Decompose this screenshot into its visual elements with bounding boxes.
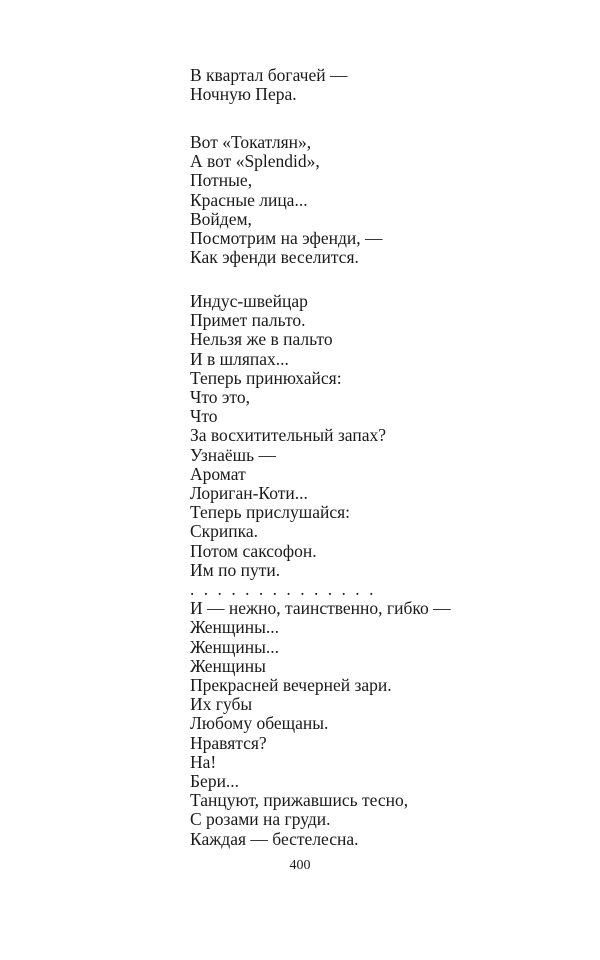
poem-line: Женщины bbox=[190, 655, 266, 676]
poem-line: Примет пальто. bbox=[190, 310, 306, 331]
poem-line: Каждая — бестелесна. bbox=[190, 828, 359, 849]
poem-line: На! bbox=[190, 751, 217, 772]
poem-line: Прекрасней вечерней зари. bbox=[190, 675, 392, 696]
poem-line: Танцуют, прижавшись тесно, bbox=[190, 790, 409, 811]
ellipsis-divider: .............. bbox=[190, 579, 383, 600]
poem-line: За восхитительный запах? bbox=[190, 425, 386, 446]
poem-line: Войдем, bbox=[190, 208, 252, 229]
stanza-3 bbox=[190, 292, 451, 849]
page-number: 400 bbox=[289, 858, 311, 873]
poem-line: Как эфенди веселится. bbox=[190, 247, 359, 268]
poem-line: Ночную Пера. bbox=[190, 84, 297, 105]
poem-line: Узнаёшь — bbox=[190, 444, 276, 465]
poem-line: Что bbox=[190, 406, 218, 427]
stanza-2 bbox=[190, 133, 383, 267]
poem-line: Нельзя же в пальто bbox=[190, 329, 333, 350]
poem-line: Что это, bbox=[190, 387, 250, 408]
poem-line: А вот «Splendid», bbox=[190, 151, 320, 172]
poem-line: Теперь прислушайся: bbox=[190, 502, 351, 523]
poem-line: В квартал богачей — bbox=[190, 65, 348, 85]
poem-line: Красные лица... bbox=[190, 189, 308, 210]
poem-line: Теперь принюхайся: bbox=[190, 367, 342, 388]
poem-line: Индус-швейцар bbox=[190, 291, 308, 311]
poem-line: Женщины... bbox=[190, 636, 280, 657]
poem-line: Вот «Токатлян», bbox=[190, 132, 312, 152]
poem-line: Скрипка. bbox=[190, 521, 259, 542]
poem-line: Им по пути. bbox=[190, 559, 281, 580]
poem-line: Женщины... bbox=[190, 617, 280, 638]
poem-line: И — нежно, таинственно, гибко — bbox=[190, 598, 451, 619]
poem-line: Аромат bbox=[190, 463, 246, 484]
poem-line: Потные, bbox=[190, 170, 253, 191]
poem-line: Посмотрим на эфенди, — bbox=[190, 228, 383, 249]
poem-line: Их губы bbox=[190, 694, 253, 715]
poem-line: И в шляпах... bbox=[190, 348, 289, 369]
poem-line: Бери... bbox=[190, 771, 240, 792]
poem-line: Потом саксофон. bbox=[190, 540, 317, 561]
poem-line: С розами на груди. bbox=[190, 809, 331, 830]
poem-line: Любому обещаны. bbox=[190, 713, 329, 734]
stanza-1 bbox=[190, 66, 347, 104]
poem-line: Нравятся? bbox=[190, 732, 267, 753]
poem-line: Лориган-Коти... bbox=[190, 483, 308, 504]
